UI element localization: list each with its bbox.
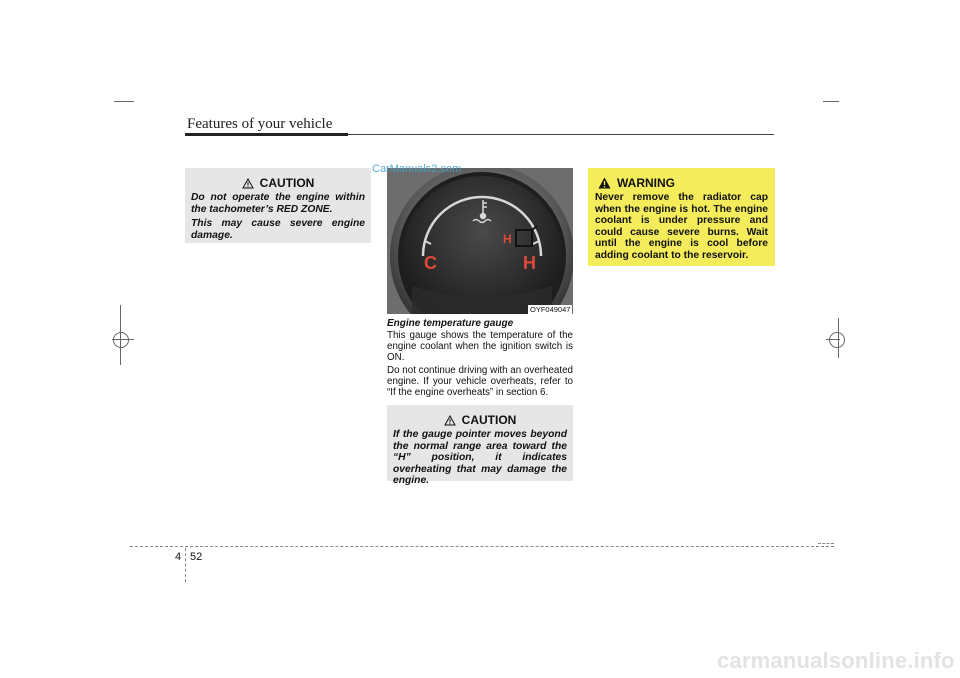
header-rule-thick bbox=[185, 133, 348, 136]
header-rule-thin bbox=[348, 134, 774, 135]
header-title: Features of your vehicle bbox=[187, 116, 333, 132]
caution-title: CAUTION bbox=[259, 176, 315, 190]
gauge-illustration bbox=[387, 168, 573, 314]
warning-triangle-icon bbox=[598, 177, 611, 189]
gauge-label-c: C bbox=[424, 253, 437, 273]
caution-title-row bbox=[191, 176, 365, 190]
registration-mark-right bbox=[829, 332, 845, 348]
section-caption: Engine temperature gauge bbox=[387, 318, 514, 329]
warning-body: Never remove the radiator cap when the engine is hot. The engine coolant is under pressure and could cause severe burns. Wait until the engine is cool before adding coolant to the reservoir. bbox=[595, 192, 768, 261]
caution-box-middle bbox=[387, 405, 573, 487]
caution-line-1: Do not operate the engine within the tachometer’s RED ZONE. bbox=[191, 192, 365, 215]
footer-rule-right bbox=[818, 543, 834, 544]
caution-line-2: This may cause severe engine damage. bbox=[191, 218, 365, 241]
warning-title: WARNING bbox=[617, 176, 675, 190]
engine-temperature-gauge-image bbox=[387, 168, 573, 314]
section-paragraph-2: Do not continue driving with an overheated engine. If your vehicle overheats, refer to “If the engine overheats” in section 6. bbox=[387, 365, 573, 399]
warning-title-row bbox=[594, 176, 769, 190]
caution-body bbox=[191, 192, 365, 241]
caution-title-row bbox=[393, 413, 567, 427]
caution-box-left bbox=[185, 168, 371, 243]
registration-mark-left bbox=[113, 332, 129, 348]
footer-rule bbox=[130, 546, 834, 547]
crop-mark-top-right bbox=[823, 101, 839, 102]
page-number-divider bbox=[185, 548, 186, 582]
section-number: 4 bbox=[175, 551, 182, 563]
watermark: CarManuals2.com bbox=[372, 163, 462, 175]
section-paragraph-1: This gauge shows the temperature of the engine coolant when the ignition switch is ON. bbox=[387, 330, 573, 364]
warning-box bbox=[588, 168, 775, 266]
warning-triangle-icon bbox=[242, 178, 254, 189]
warning-triangle-icon bbox=[444, 415, 456, 426]
caution-body: If the gauge pointer moves beyond the normal range area toward the “H” position, it indicates overheating that may damage the engine. bbox=[393, 429, 567, 487]
figure-code: OYF049047 bbox=[530, 305, 571, 314]
caution-title: CAUTION bbox=[461, 413, 517, 427]
site-watermark: carmanualsonline.info bbox=[717, 648, 955, 673]
gauge-label-h: H bbox=[523, 253, 536, 273]
crop-mark-top-left bbox=[114, 101, 134, 102]
gauge-label-h-small: H bbox=[503, 232, 512, 246]
page-number: 52 bbox=[190, 551, 203, 563]
